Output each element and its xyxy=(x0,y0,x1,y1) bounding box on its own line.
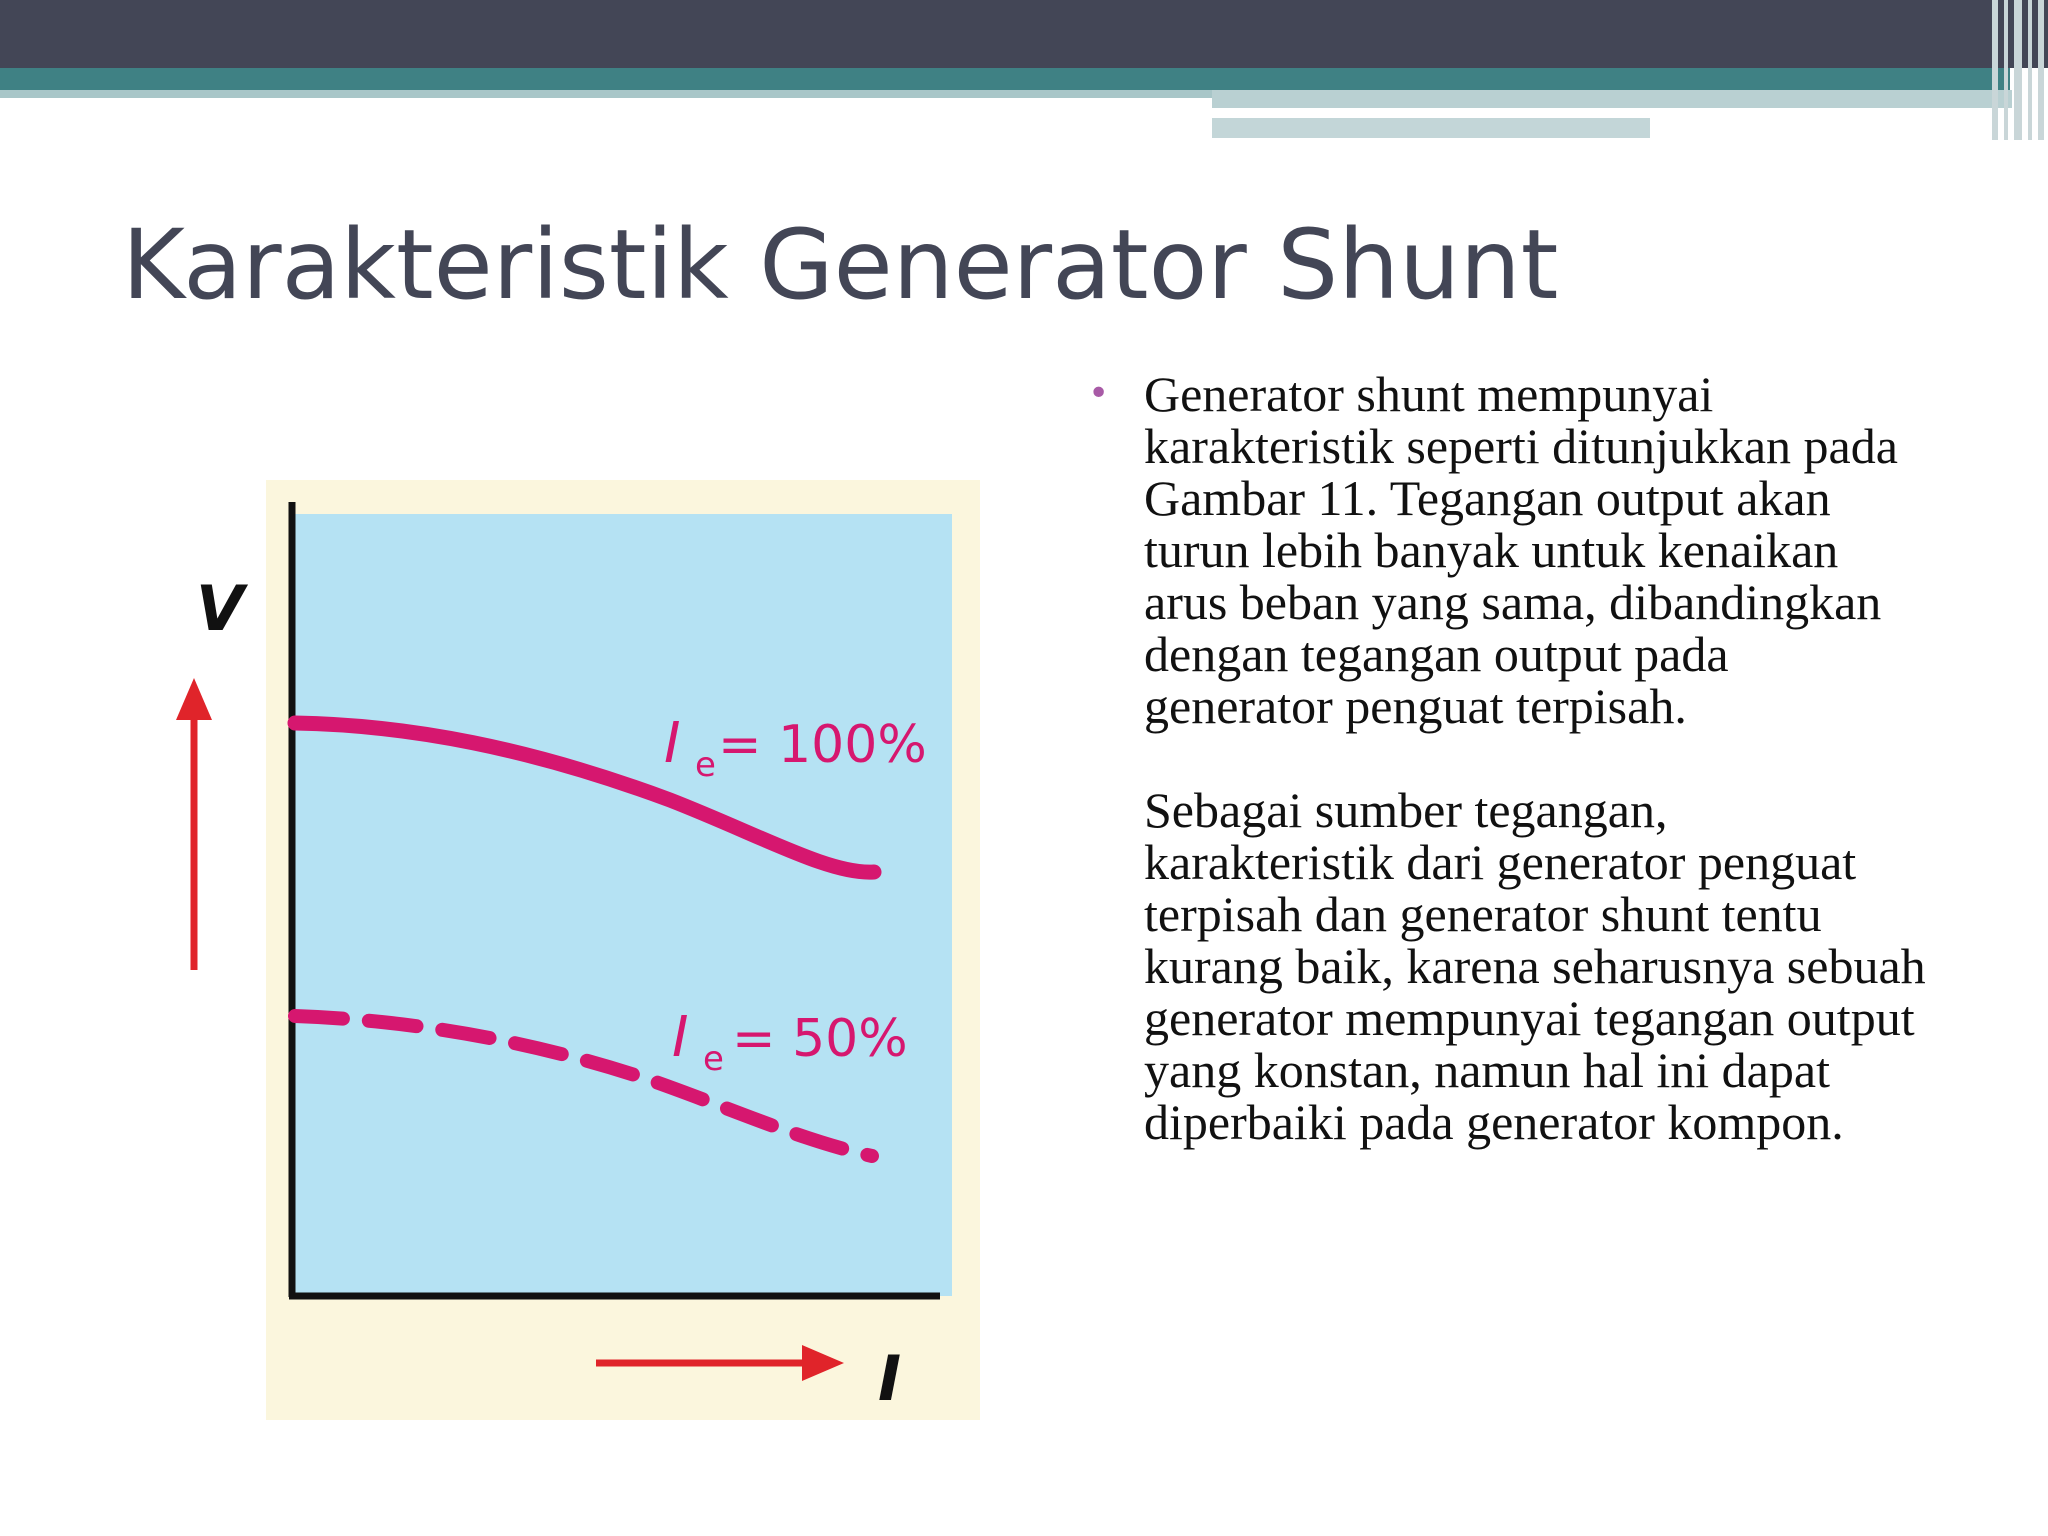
header-stripes xyxy=(1990,0,2048,140)
y-arrow-head xyxy=(176,678,212,720)
header-bar-light xyxy=(0,90,1212,98)
label-ie-100-symbol: I xyxy=(664,711,681,776)
x-axis-label: I xyxy=(878,1342,902,1415)
characteristic-figure xyxy=(150,480,980,1420)
body-text xyxy=(1088,368,1928,1148)
header-bar-light-lower xyxy=(1212,118,1650,138)
header-bar-dark xyxy=(0,0,2048,68)
header-bar-teal xyxy=(0,68,2010,90)
label-ie-50-value: = 50% xyxy=(732,1009,908,1069)
plot-area xyxy=(292,514,952,1296)
header-bar-white-line xyxy=(1212,110,1898,116)
bullet-dot: • xyxy=(1088,373,1110,414)
y-axis-label: V xyxy=(196,572,244,645)
label-ie-50-symbol: I xyxy=(672,1005,689,1070)
label-ie-100-subscript: e xyxy=(695,745,716,785)
bullet-item xyxy=(1088,368,1928,1148)
paragraph-1: Generator shunt mempunyai karakteristik seperti ditunjukkan pada Gambar 11. Tegangan output akan turun lebih banyak untuk kenaikan arus beban yang sama, dibandingkan dengan tegangan output pada generator penguat terpisah. xyxy=(1144,366,1898,734)
header-bar-light-right xyxy=(1212,90,2012,108)
label-ie-100-value: = 100% xyxy=(718,715,927,775)
label-ie-50-subscript: e xyxy=(703,1039,724,1079)
paragraph-2: Sebagai sumber tegangan, karakteristik dari generator penguat terpisah dan generator shunt tentu kurang baik, karena seharusnya sebuah generator mempunyai tegangan output yang konstan, namun hal ini dapat diperbaiki pada generator kompon. xyxy=(1144,782,1926,1150)
slide-title: Karakteristik Generator Shunt xyxy=(122,209,1559,321)
